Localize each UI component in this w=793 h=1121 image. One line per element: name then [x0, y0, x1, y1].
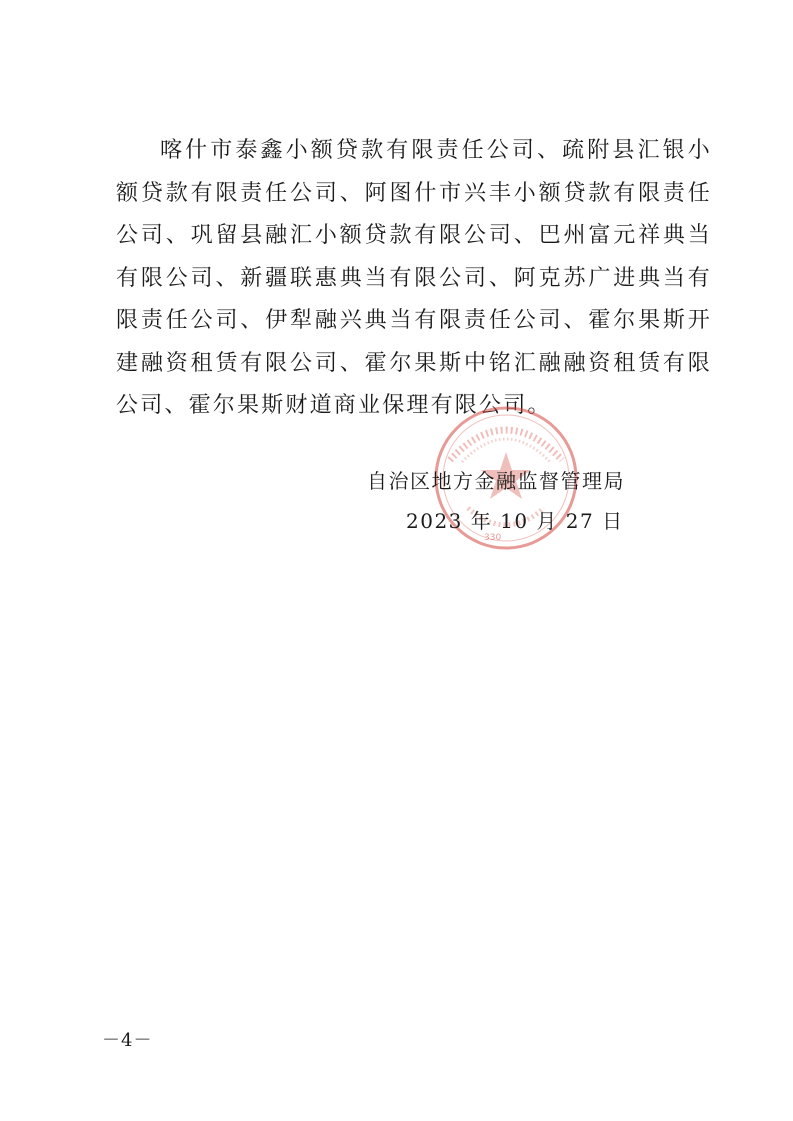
- page-number: －4－: [102, 1030, 153, 1051]
- recipient-list-paragraph: 喀什市泰鑫小额贷款有限责任公司、疏附县汇银小额贷款有限责任公司、阿图什市兴丰小额贷款有限责任公司、巩留县融汇小额贷款有限公司、巴州富元祥典当有限公司、新疆联惠典当有限公司、阿克苏广进典当有限责任公司、伊犁融兴典当有限责任公司、霍尔果斯开建融资租赁有限公司、霍尔果斯中铭汇融融资租赁有限公司、霍尔果斯财道商业保理有限公司。: [116, 138, 712, 418]
- seal-number: 330: [484, 533, 502, 543]
- issue-date: 2023 年 10 月 27 日: [406, 509, 624, 533]
- issuing-authority: 自治区地方金融监督管理局: [367, 469, 625, 493]
